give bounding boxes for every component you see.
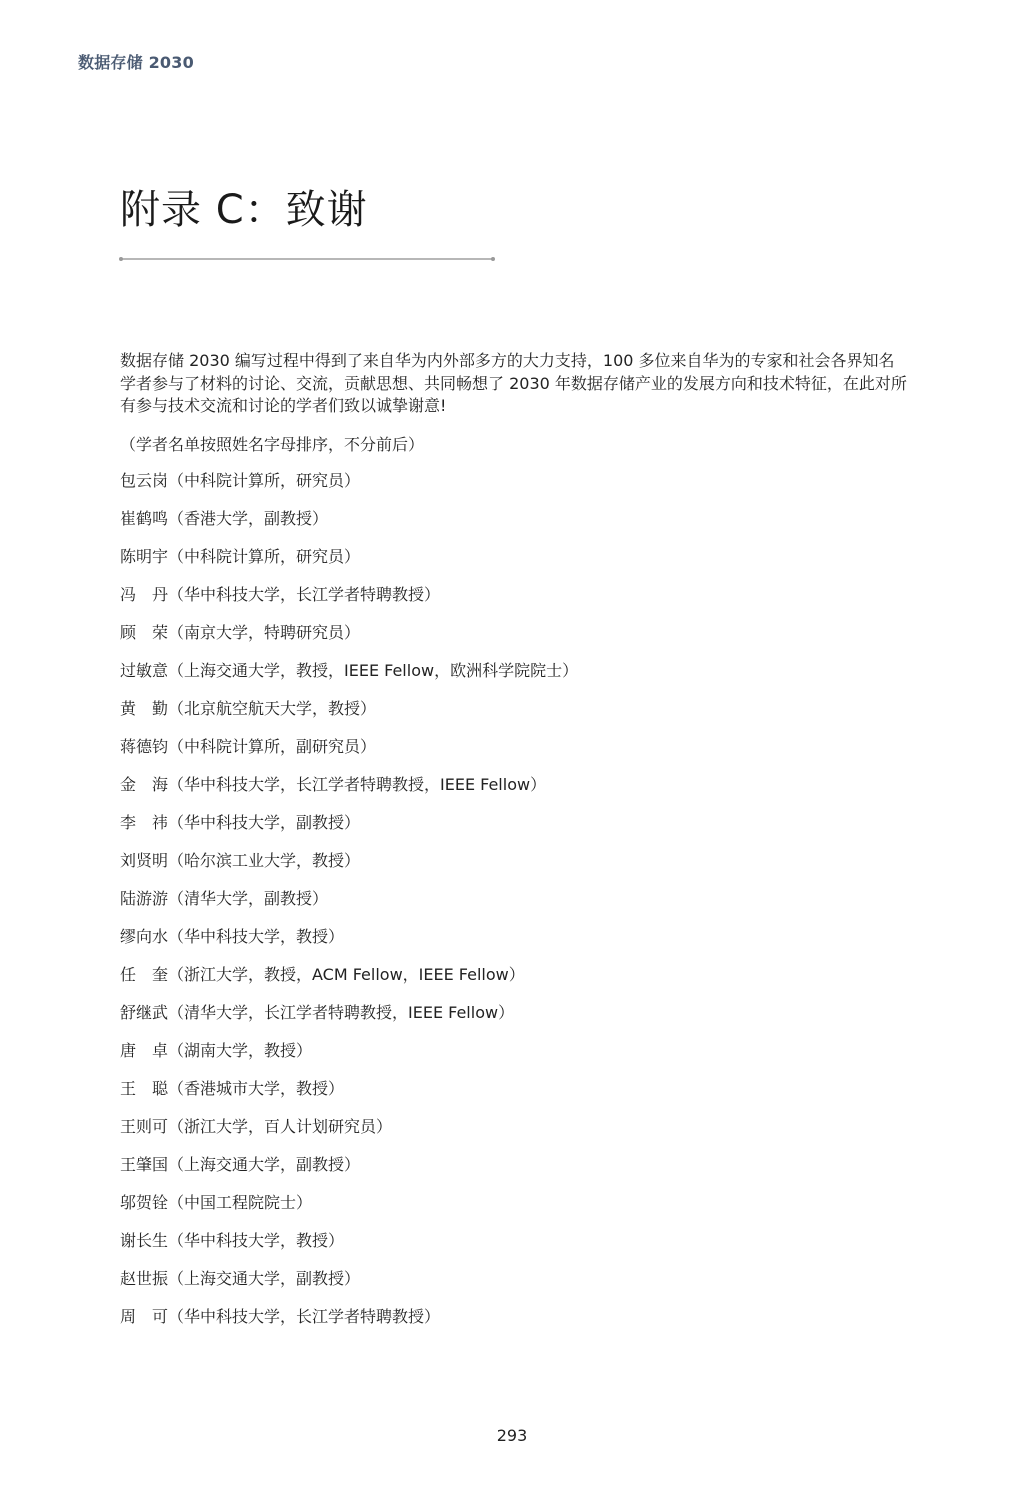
list-item: 金 海（华中科技大学，长江学者特聘教授，IEEE Fellow） — [120, 775, 547, 794]
list-item: 任 奎（浙江大学，教授，ACM Fellow，IEEE Fellow） — [120, 965, 525, 984]
chapter-title: 附录 C：致谢 — [120, 187, 368, 233]
list-item: 冯 丹（华中科技大学，长江学者特聘教授） — [120, 585, 441, 604]
scholar-list — [120, 470, 578, 1344]
list-item: 蒋德钧（中科院计算所，副研究员） — [120, 737, 377, 756]
list-item: 王则可（浙江大学，百人计划研究员） — [120, 1117, 393, 1136]
list-item: 陆游游（清华大学，副教授） — [120, 889, 329, 908]
list-item: 崔鹤鸣（香港大学，副教授） — [120, 509, 329, 528]
list-item: 周 可（华中科技大学，长江学者特聘教授） — [120, 1307, 441, 1326]
list-item: 缪向水（华中科技大学，教授） — [120, 927, 345, 946]
list-item: 过敏意（上海交通大学，教授，IEEE Fellow，欧洲科学院院士） — [120, 661, 579, 680]
running-header: 数据存储 2030 — [78, 53, 194, 72]
intro-paragraph: 数据存储 2030 编写过程中得到了来自华为内外部多方的大力支持，100 多位来自华为的专家和社会各界知名学者参与了材料的讨论、交流，贡献思想、共同畅想了 2030 年数据存储产业的发展方向和技术特征，在此对所有参与技术交流和讨论的学者们致以诚挚谢意! — [120, 351, 907, 415]
list-item: 陈明宇（中科院计算所，研究员） — [120, 547, 361, 566]
list-item: 刘贤明（哈尔滨工业大学，教授） — [120, 851, 361, 870]
title-divider — [121, 258, 493, 260]
page-number: 293 — [496, 1426, 528, 1445]
list-item: 邬贺铨（中国工程院院士） — [120, 1193, 313, 1212]
list-item: 李 祎（华中科技大学，副教授） — [120, 813, 361, 832]
list-item: 王 聪（香港城市大学，教授） — [120, 1079, 345, 1098]
list-item: 唐 卓（湖南大学，教授） — [120, 1041, 313, 1060]
list-item: 王肇国（上海交通大学，副教授） — [120, 1155, 361, 1174]
list-item: 谢长生（华中科技大学，教授） — [120, 1231, 345, 1250]
sort-note: （学者名单按照姓名字母排序，不分前后） — [120, 435, 425, 454]
list-item: 赵世振（上海交通大学，副教授） — [120, 1269, 361, 1288]
list-item: 顾 荣（南京大学，特聘研究员） — [120, 623, 361, 642]
list-item: 包云岗（中科院计算所，研究员） — [120, 471, 361, 490]
list-item: 舒继武（清华大学，长江学者特聘教授，IEEE Fellow） — [120, 1003, 515, 1022]
list-item: 黄 勤（北京航空航天大学，教授） — [120, 699, 377, 718]
